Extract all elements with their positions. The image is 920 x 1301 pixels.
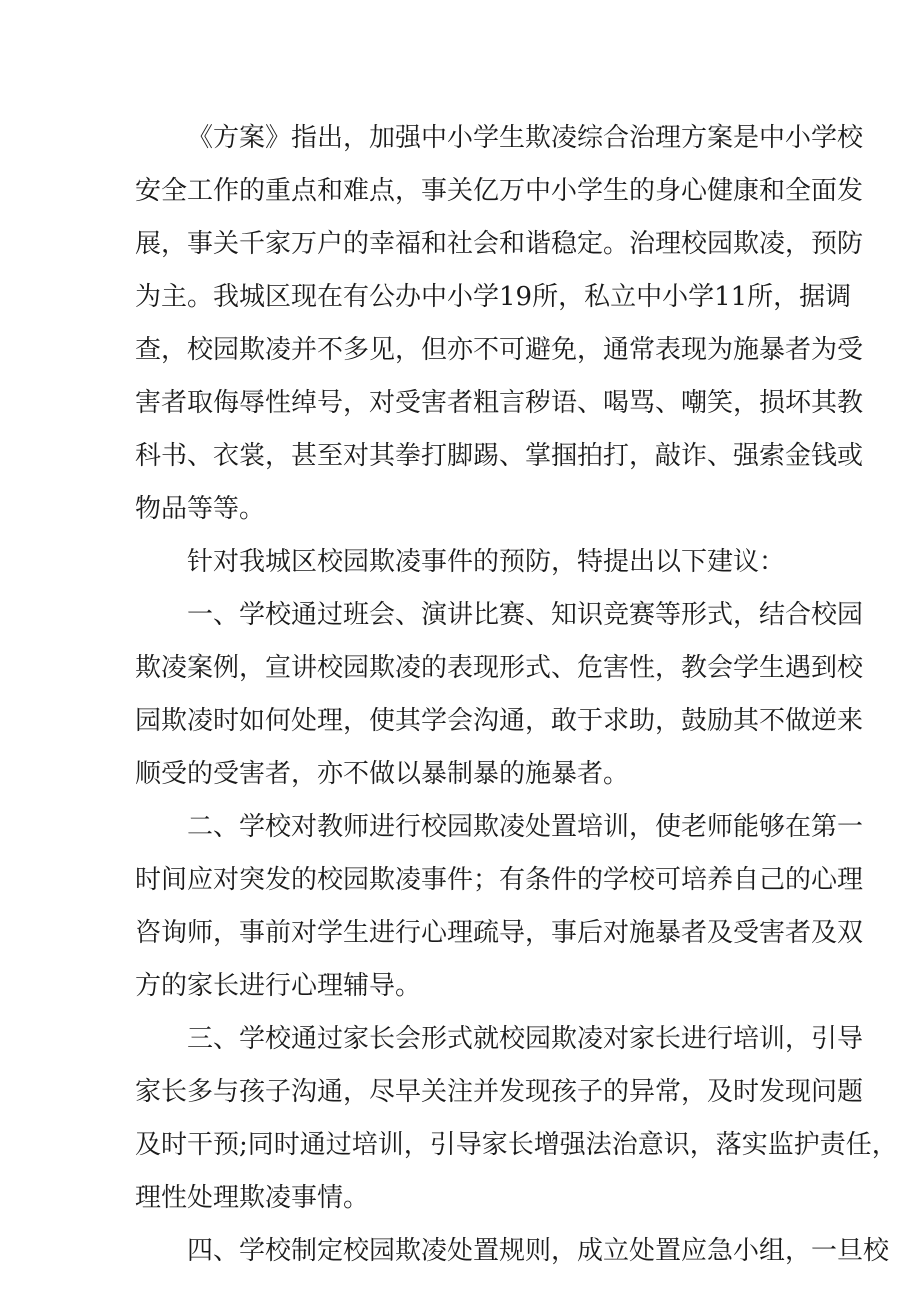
paragraph-1-line-7: 科书、衣裳，甚至对其拳打脚踢、掌掴拍打，敲诈、强索金钱或	[135, 441, 864, 471]
paragraph-4-line-1: 二、学校对教师进行校园欺凌处置培训，使老师能够在第一	[187, 812, 864, 842]
paragraph-3-line-4: 顺受的受害者，亦不做以暴制暴的施暴者。	[135, 759, 630, 789]
paragraph-6-line-1: 四、学校制定校园欺凌处置规则，成立处置应急小组，一旦校	[187, 1236, 890, 1266]
paragraph-3-line-3: 园欺凌时如何处理，使其学会沟通，敢于求助，鼓励其不做逆来	[135, 706, 864, 736]
paragraph-5-line-4: 理性处理欺凌事情。	[135, 1183, 370, 1213]
paragraph-1-line-3: 展，事关千家万户的幸福和社会和谐稳定。治理校园欺凌，预防	[135, 229, 864, 259]
paragraph-5-line-2: 家长多与孩子沟通，尽早关注并发现孩子的异常，及时发现问题	[135, 1077, 864, 1107]
paragraph-1-line-5: 查，校园欺凌并不多见，但亦不可避免，通常表现为施暴者为受	[135, 335, 864, 365]
paragraph-4-line-2: 时间应对突发的校园欺凌事件；有条件的学校可培养自己的心理	[135, 865, 864, 895]
paragraph-3-line-1: 一、学校通过班会、演讲比赛、知识竞赛等形式，结合校园	[187, 600, 864, 630]
paragraph-1-line-1: 《方案》指出，加强中小学生欺凌综合治理方案是中小学校	[187, 123, 864, 153]
paragraph-5-line-3: 及时干预;同时通过培训，引导家长增强法治意识，落实监护责任，	[135, 1130, 898, 1160]
paragraph-1-line-4: 为主。我城区现在有公办中小学19所，私立中小学11所，据调	[135, 282, 852, 312]
document-page	[135, 112, 898, 1278]
paragraph-4-line-3: 咨询师，事前对学生进行心理疏导，事后对施暴者及受害者及双	[135, 918, 864, 948]
paragraph-1-line-8: 物品等等。	[135, 494, 266, 524]
paragraph-3-line-2: 欺凌案例，宣讲校园欺凌的表现形式、危害性，教会学生遇到校	[135, 653, 864, 683]
paragraph-1-line-6: 害者取侮辱性绰号，对受害者粗言秽语、喝骂、嘲笑，损坏其教	[135, 388, 864, 418]
paragraph-4-line-4: 方的家长进行心理辅导。	[135, 971, 422, 1001]
paragraph-1-line-2: 安全工作的重点和难点，事关亿万中小学生的身心健康和全面发	[135, 176, 864, 206]
paragraph-2-line-1: 针对我城区校园欺凌事件的预防，特提出以下建议：	[187, 547, 786, 577]
paragraph-5-line-1: 三、学校通过家长会形式就校园欺凌对家长进行培训，引导	[187, 1024, 864, 1054]
